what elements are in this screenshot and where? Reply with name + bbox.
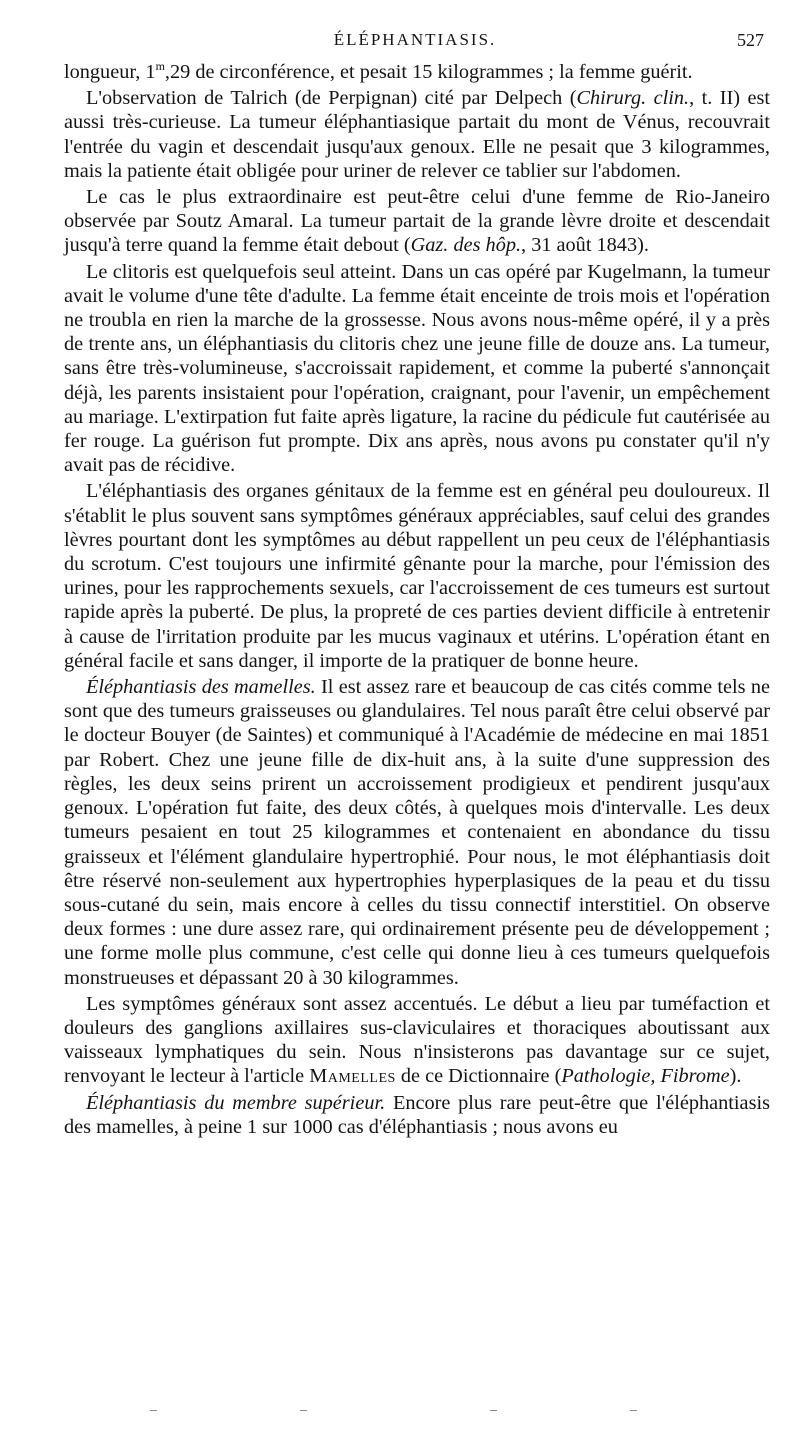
citation: Pathologie, Fibrome xyxy=(561,1065,730,1088)
section-heading: Éléphantiasis des mamelles. xyxy=(86,676,316,699)
paragraph-3 xyxy=(64,185,770,258)
paragraph-text: de ce Dictionnaire ( xyxy=(395,1065,562,1088)
footer-dash xyxy=(490,1410,497,1411)
paragraph-text: , 31 août 1843). xyxy=(521,234,649,257)
paragraph-text: ). xyxy=(729,1065,742,1088)
paragraph-6 xyxy=(64,675,770,990)
footer-dash xyxy=(150,1410,157,1411)
paragraph-text: , t. II) est aussi très-curieuse. La tumeur éléphantiasique partait du mont de Vénus, recouvrait l'entrée du vagin et descendait jusqu'aux genoux. Elle ne pesait que 3 kilogrammes, mais la patiente était obligée pour uriner de relever ce tablier sur l'abdomen. xyxy=(64,87,770,182)
paragraph-5: L'éléphantiasis des organes génitaux de la femme est en général peu douloureux. Il s'établit le plus souvent sans symptômes généraux appréciables, sauf celui des grandes lèvres pourtant dont les symptômes au début rappellent un peu ceux de l'éléphantiasis du scrotum. C'est toujours une infirmité gênante pour la marche, pour l'émission des urines, pour les rapprochements sexuels, car l'accroissement de ces tumeurs est surtout rapide après la puberté. De plus, la propreté de ces parties devient difficile à entretenir à cause de l'irritation produite par les mucus vaginaux et utérins. L'opération étant en général facile et sans danger, il importe de la pratiquer de bonne heure. xyxy=(64,480,770,672)
running-header xyxy=(66,30,764,52)
paragraph-2 xyxy=(64,86,770,183)
footer-dash xyxy=(300,1410,307,1411)
paragraph-text: Le cas le plus extraordinaire est peut-être celui d'une femme de Rio-Janeiro observée par Soutz Amaral. La tumeur partait de la grande lèvre droite et descendait jusqu'à terre quand la femme était debout ( xyxy=(64,186,770,257)
paragraph-text: longueur, 1 xyxy=(64,61,156,83)
footer-marks xyxy=(150,1410,650,1422)
citation: Chirurg. clin. xyxy=(576,87,690,110)
header-title: ÉLÉPHANTIASIS. xyxy=(333,30,497,49)
paragraph-text: ,29 de circonférence, et pesait 15 kilogrammes ; la femme guérit. xyxy=(164,61,693,83)
paragraph-7 xyxy=(64,992,770,1089)
superscript: m xyxy=(155,59,165,73)
paragraph-text: L'observation de Talrich (de Perpignan) cité par Delpech ( xyxy=(86,87,577,110)
section-heading: Éléphantiasis du membre supérieur. xyxy=(86,1091,386,1114)
paragraph-4: Le clitoris est quelquefois seul atteint. Dans un cas opéré par Kugelmann, la tumeur avait le volume d'une tête d'adulte. La femme était enceinte de trois mois et l'opération ne troubla en rien la marche de la grossesse. Nous avons nous-même opéré, il y a près de trente ans, un éléphantiasis du clitoris chez une jeune fille de douze ans. La tumeur, sans être très-volumineuse, s'accroissait rapidement, et comme la puberté s'annonçait déjà, les parents insistaient pour l'opération, craignant, pour l'avenir, un empêchement au mariage. L'extirpation fut faite après ligature, la racine du pédicule fut cautérisée au fer rouge. La guérison fut prompte. Dix ans après, nous avons pu constater qu'il n'y avait pas de récidive. xyxy=(64,260,770,477)
text-body xyxy=(64,60,770,1141)
paragraph-text: Les symptômes généraux sont assez accentués. Le début a lieu par tuméfaction et douleurs des ganglions axillaires sus-claviculaires et thoraciques aboutissant aux vaisseaux lymphatiques du sein. Nous n'insisterons pas davantage sur ce sujet, renvoyant le lecteur à l'article xyxy=(64,992,770,1088)
paragraph-1 xyxy=(64,60,770,84)
paragraph-text: Encore plus rare peut-être que l'éléphantiasis des mamelles, à peine 1 sur 1000 cas d'éléphantiasis ; nous avons eu xyxy=(64,1091,770,1138)
article-reference: Mamelles xyxy=(309,1065,396,1088)
citation: Gaz. des hôp. xyxy=(410,234,522,257)
paragraph-8 xyxy=(64,1091,770,1139)
paragraph-text: Il est assez rare et beaucoup de cas cités comme tels ne sont que des tumeurs graisseuses ou glandulaires. Tel nous paraît être celui observé par le docteur Bouyer (de Saintes) et communiqué à l'Académie de médecine en mai 1851 par Robert. Chez une jeune fille de dix-huit ans, à la suite d'une suppression des règles, les deux seins prirent un accroissement prodigieux et pendirent jusqu'aux genoux. L'opération fut faite, des deux côtés, à quelques mois d'intervalle. Les deux tumeurs pesaient en tout 25 kilogrammes et contenaient en abondance du tissu graisseux et l'élément glandulaire hypertrophié. Pour nous, le mot éléphantiasis doit être réservé non-seulement aux hypertrophies hyperplasiques de la peau et du tissu sous-cutané du sein, mais encore à celles du tissu connectif interstitiel. On observe deux formes : une dure assez rare, qui ordinairement présente peu de développement ; une forme molle plus commune, c'est celle qui donne lieu à ces tumeurs quelquefois monstrueuses et dépassant 20 à 30 kilogrammes. xyxy=(64,676,771,989)
footer-dash xyxy=(630,1410,637,1411)
page-number: 527 xyxy=(737,30,764,50)
